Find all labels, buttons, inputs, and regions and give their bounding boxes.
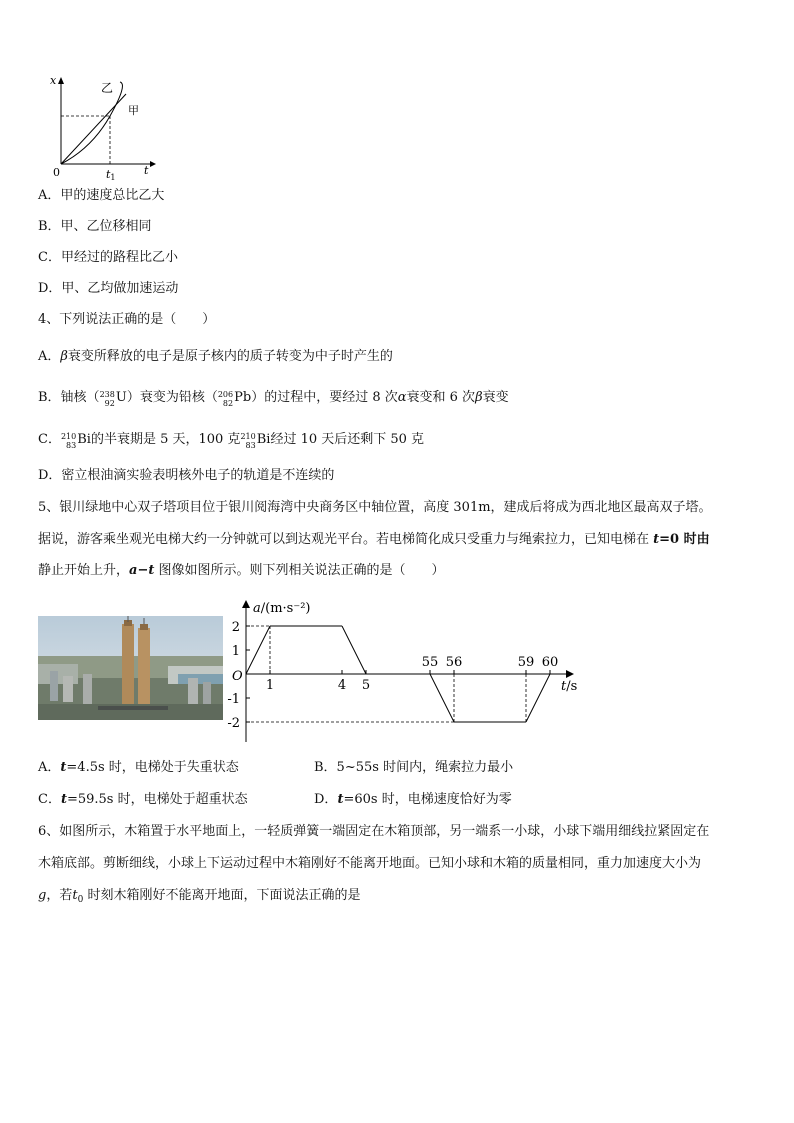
q6-line-3: g，若$t_0$ 时刻木箱刚好不能离开地面，下面说法正确的是 <box>38 888 361 905</box>
t-axis-label: t/s <box>561 679 578 694</box>
q3-option-d: D．甲、乙均做加速运动 <box>38 281 179 296</box>
x-tick-label: 4 <box>337 678 347 693</box>
x-axis-arrowhead <box>58 77 64 84</box>
x-tick-label: 5 <box>361 678 371 693</box>
t1-label: t1 <box>106 168 116 180</box>
x-tick-label: 56 <box>445 655 463 670</box>
series-segment <box>430 674 454 722</box>
t-axis-arrowhead <box>566 670 574 678</box>
label-yi: 乙 <box>101 81 114 95</box>
q5-option-c: C．t=59.5s 时，电梯处于超重状态 <box>38 792 248 807</box>
axis-x-label: x <box>50 74 57 87</box>
label-jia: 甲 <box>128 104 139 117</box>
bi-nuclide-numbers: 210 83 <box>60 432 77 450</box>
q6-line-1: 6、如图所示，木箱置于水平地面上，一轻质弹簧一端固定在木箱顶部，另一端系一小球，小球下端用细线拉紧固定在 <box>38 824 710 839</box>
a-axis-label: a/(m·s⁻²) <box>253 601 311 616</box>
q3-option-b: B．甲、乙位移相同 <box>38 219 152 234</box>
curve-yi <box>61 82 122 164</box>
q5-option-b: B．5~55s 时间内，绳索拉力最小 <box>314 760 514 775</box>
y-tick-label: -1 <box>227 692 240 707</box>
q3-option-a: A．甲的速度总比乙大 <box>38 188 165 203</box>
x-tick-label: 55 <box>421 655 439 670</box>
q5-line-2: 据说，游客乘坐观光电梯大约一分钟就可以到达观光平台。若电梯简化成只受重力与绳索拉力，已知电梯在 t=0 时由 <box>38 532 710 547</box>
y-tick-label: 2 <box>231 620 240 635</box>
a-t-chart <box>226 594 596 744</box>
origin-label: O <box>232 669 243 684</box>
t-axis-arrowhead <box>150 161 156 167</box>
q5-option-d: D．t=60s 时，电梯速度恰好为零 <box>314 792 512 807</box>
q4-option-c: C．210 83Bi的半衰期是 5 天，100 克210 83Bi经过 10 天后还剩下 50 克 <box>38 432 425 450</box>
q3-option-c: C．甲经过的路程比乙小 <box>38 250 178 265</box>
a-axis-arrowhead <box>242 600 250 608</box>
y-tick-label: -2 <box>227 716 240 731</box>
u-nuclide-numbers: 238 92 <box>99 390 115 408</box>
x-tick-label: 60 <box>541 655 559 670</box>
x-tick-label: 1 <box>265 678 275 693</box>
q5-line-3: 静止开始上升，a−t 图像如图所示。则下列相关说法正确的是（ ） <box>38 563 445 578</box>
twin-tower-photo <box>38 616 223 720</box>
x-tick-label: 59 <box>517 655 535 670</box>
q5-option-a: A．t=4.5s 时，电梯处于失重状态 <box>38 760 239 775</box>
series-segment <box>526 674 550 722</box>
y-tick-label: 1 <box>231 644 240 659</box>
q4-option-b: B．铀核（238 92U）衰变为铅核（206 82Pb）的过程中，要经过 8 次α衰变和 6 次β衰变 <box>38 390 509 408</box>
q6-line-2: 木箱底部。剪断细线，小球上下运动过程中木箱刚好不能离开地面。已知小球和木箱的质量相同，重力加速度大小为 <box>38 856 702 871</box>
xt-graph <box>40 72 170 180</box>
q4-option-a: A．β衰变所释放的电子是原子核内的质子转变为中子时产生的 <box>38 349 393 364</box>
origin-label: 0 <box>53 166 60 179</box>
bi-nuclide-numbers-2: 210 83 <box>240 432 256 450</box>
axis-t-label: t <box>144 164 149 177</box>
q4-option-d: D．密立根油滴实验表明核外电子的轨道是不连续的 <box>38 468 335 483</box>
pb-nuclide-numbers: 206 82 <box>217 390 234 408</box>
q5-line-1: 5、银川绿地中心双子塔项目位于银川阅海湾中央商务区中轴位置，高度 301m，建成后将成为西北地区最高双子塔。 <box>38 500 712 515</box>
series-segment <box>342 626 366 674</box>
q4-stem: 4、下列说法正确的是（ ） <box>38 312 216 327</box>
